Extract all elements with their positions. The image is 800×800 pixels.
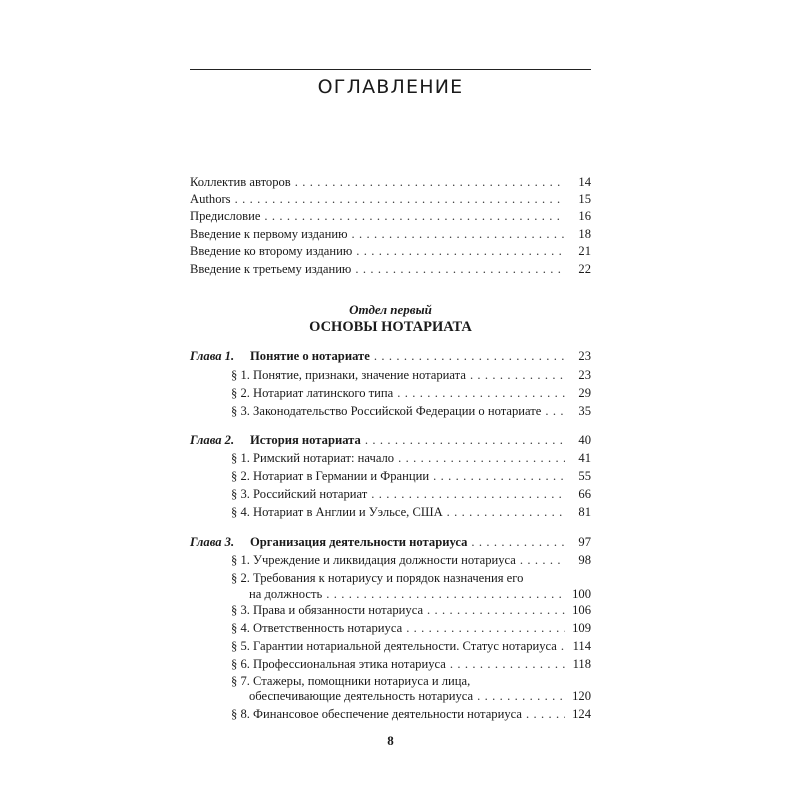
entry-text: § 8. Финансовое обеспечение деятельности нотариуса	[231, 707, 522, 721]
chapter-label: Глава 1.	[190, 349, 235, 363]
entry-text[interactable]: § 7. Стажеры, помощники нотариуса и лица,	[231, 674, 471, 688]
entry-text: Коллектив авторов	[190, 175, 291, 189]
entry-text-continued: обеспечивающие деятельность нотариуса	[249, 689, 474, 703]
toc-entry-chapter[interactable]	[250, 348, 591, 365]
toc-entry-section[interactable]	[231, 367, 591, 384]
entry-page: 120	[572, 689, 591, 703]
toc-entry-section[interactable]	[231, 403, 591, 420]
entry-page: 35	[578, 404, 591, 418]
entry-page: 118	[572, 657, 591, 671]
entry-page: 97	[578, 535, 591, 549]
entry-page: 100	[572, 587, 591, 601]
toc-entry-section[interactable]	[231, 486, 591, 503]
entry-text: § 2. Нотариат в Германии и Франции	[231, 469, 430, 483]
entry-text: § 3. Законодательство Российской Федерации о нотариате	[231, 404, 542, 418]
entry-text: § 1. Римский нотариат: начало	[231, 451, 395, 465]
dot-leader	[235, 191, 565, 208]
entry-text: Введение к первому изданию	[190, 227, 348, 241]
entry-text: § 1. Учреждение и ликвидация должности нотариуса	[231, 553, 516, 567]
dot-leader	[264, 208, 565, 225]
entry-text: § 4. Нотариат в Англии и Уэльсе, США	[231, 505, 443, 519]
dot-leader	[470, 367, 565, 384]
entry-text: Предисловие	[190, 209, 261, 223]
dot-leader	[520, 552, 565, 569]
chapter-title: История нотариата	[250, 433, 361, 447]
entry-page: 23	[578, 349, 591, 363]
dot-leader	[447, 504, 565, 521]
dot-leader	[545, 403, 565, 420]
entry-text[interactable]: § 2. Требования к нотариусу и порядок назначения его	[231, 571, 524, 585]
dot-leader	[450, 656, 565, 673]
entry-page: 40	[578, 433, 591, 447]
dot-leader	[526, 706, 565, 723]
dot-leader	[355, 261, 565, 278]
toc-entry-section[interactable]	[231, 638, 591, 655]
toc-entry-front[interactable]	[190, 208, 591, 225]
entry-page: 98	[578, 553, 591, 567]
entry-text: Введение ко второму изданию	[190, 244, 353, 258]
page-title: ОГЛАВЛЕНИЕ	[317, 76, 464, 98]
entry-text: § 3. Права и обязанности нотариуса	[231, 603, 424, 617]
chapter-title: Организация деятельности нотариуса	[250, 535, 468, 549]
dot-leader	[365, 432, 565, 449]
dot-leader	[471, 534, 565, 551]
entry-page: 41	[578, 451, 591, 465]
dot-leader	[406, 620, 565, 637]
dot-leader	[371, 486, 565, 503]
toc-entry-front[interactable]	[190, 174, 591, 191]
chapter-label: Глава 2.	[190, 433, 235, 447]
entry-text: Введение к третьему изданию	[190, 262, 352, 276]
entry-page: 106	[572, 603, 591, 617]
entry-page: 21	[578, 244, 591, 258]
dot-leader	[352, 226, 565, 243]
entry-page: 55	[578, 469, 591, 483]
dot-leader	[397, 385, 565, 402]
entry-page: 22	[578, 262, 591, 276]
entry-text: § 3. Российский нотариат	[231, 487, 368, 501]
dot-leader	[398, 450, 565, 467]
dot-leader	[295, 174, 565, 191]
entry-text: § 4. Ответственность нотариуса	[231, 621, 403, 635]
toc-entry-section[interactable]	[231, 468, 591, 485]
toc-entry-section[interactable]	[231, 385, 591, 402]
entry-page: 29	[578, 386, 591, 400]
part-kicker: Отдел первый	[349, 302, 432, 317]
toc-entry-section[interactable]	[231, 552, 591, 569]
toc-entry-section[interactable]	[249, 586, 591, 603]
toc-entry-section[interactable]	[231, 450, 591, 467]
toc-entry-section[interactable]	[249, 688, 591, 705]
entry-page: 109	[572, 621, 591, 635]
dot-leader	[477, 688, 565, 705]
chapter-label: Глава 3.	[190, 535, 235, 549]
toc-entry-section[interactable]	[231, 620, 591, 637]
dot-leader	[427, 602, 565, 619]
entry-text: § 1. Понятие, признаки, значение нотариата	[231, 368, 466, 382]
top-rule	[190, 69, 591, 70]
entry-page: 66	[578, 487, 591, 501]
dot-leader	[374, 348, 565, 365]
dot-leader	[356, 243, 565, 260]
dot-leader	[326, 586, 565, 603]
entry-text: § 2. Нотариат латинского типа	[231, 386, 394, 400]
toc-entry-chapter[interactable]	[250, 432, 591, 449]
entry-text-continued: на должность	[249, 587, 323, 601]
entry-page: 15	[578, 192, 591, 206]
entry-text: § 5. Гарантии нотариальной деятельности. Статус нотариуса	[231, 639, 557, 653]
entry-page: 81	[578, 505, 591, 519]
toc-entry-section[interactable]	[231, 504, 591, 521]
toc-entry-section[interactable]	[231, 706, 591, 723]
chapter-title: Понятие о нотариате	[250, 349, 370, 363]
dot-leader	[433, 468, 565, 485]
toc-entry-section[interactable]	[231, 602, 591, 619]
entry-page: 14	[578, 175, 591, 189]
toc-entry-front[interactable]	[190, 243, 591, 260]
part-title: ОСНОВЫ НОТАРИАТА	[309, 319, 472, 335]
entry-page: 124	[572, 707, 591, 721]
entry-page: 18	[578, 227, 591, 241]
toc-entry-front[interactable]	[190, 191, 591, 208]
toc-entry-chapter[interactable]	[250, 534, 591, 551]
toc-entry-front[interactable]	[190, 261, 591, 278]
entry-page: 16	[578, 209, 591, 223]
page-number: 8	[387, 733, 394, 748]
entry-text: § 6. Профессиональная этика нотариуса	[231, 657, 446, 671]
toc-entry-front[interactable]	[190, 226, 591, 243]
entry-text: Authors	[190, 192, 231, 206]
entry-page: 114	[572, 639, 591, 653]
entry-page: 23	[578, 368, 591, 382]
toc-entry-section[interactable]	[231, 656, 591, 673]
